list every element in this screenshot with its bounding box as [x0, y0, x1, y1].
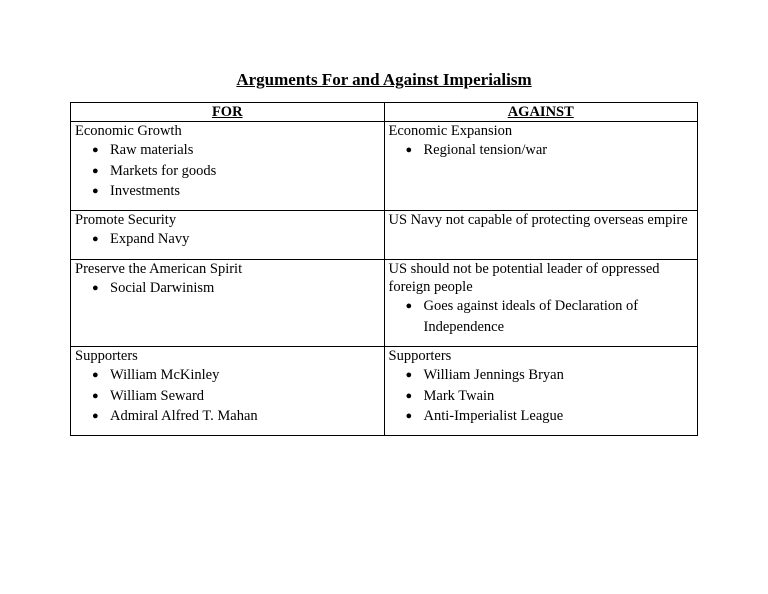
- list-item: ● Markets for goods: [92, 161, 380, 182]
- list-item: ● William Jennings Bryan: [406, 365, 694, 386]
- cell-heading: US Navy not capable of protecting overseas empire: [388, 212, 688, 228]
- list-item: ● Admiral Alfred T. Mahan: [92, 406, 380, 427]
- bullet-list: [389, 365, 694, 427]
- list-item: ● Investments: [92, 181, 380, 202]
- for-cell-security: [71, 211, 385, 260]
- list-item: ● Anti-Imperialist League: [406, 406, 694, 427]
- list-item: ● Social Darwinism: [92, 278, 380, 299]
- list-item: ● William McKinley: [92, 365, 380, 386]
- bullet-list: [75, 365, 380, 427]
- list-item: ● Goes against ideals of Declaration of Independence: [406, 296, 694, 337]
- for-cell-supporters: [71, 347, 385, 436]
- bullet-list: [389, 140, 694, 161]
- bullet-list: [75, 140, 380, 202]
- column-header-against: AGAINST: [384, 103, 698, 122]
- list-item: ● William Seward: [92, 386, 380, 407]
- table-row: [71, 347, 698, 436]
- for-cell-spirit: [71, 260, 385, 347]
- table-row: [71, 122, 698, 211]
- cell-heading: US should not be potential leader of oppressed foreign people: [388, 261, 660, 295]
- against-cell-economic: [384, 122, 698, 211]
- cell-heading: Supporters: [388, 348, 452, 364]
- cell-heading: Preserve the American Spirit: [75, 261, 243, 277]
- list-item: ● Expand Navy: [92, 229, 380, 250]
- cell-heading: Promote Security: [75, 212, 177, 228]
- table-row: [71, 260, 698, 347]
- against-cell-security: [384, 211, 698, 260]
- against-cell-supporters: [384, 347, 698, 436]
- table-header-row: [71, 103, 698, 122]
- table-row: [71, 211, 698, 260]
- list-item: ● Regional tension/war: [406, 140, 694, 161]
- bullet-list: [75, 278, 380, 299]
- cell-heading: Supporters: [75, 348, 138, 364]
- arguments-table: [70, 102, 698, 436]
- column-header-for: FOR: [71, 103, 385, 122]
- page-title: Arguments For and Against Imperialism: [236, 70, 532, 89]
- bullet-list: [75, 229, 380, 250]
- cell-heading: Economic Growth: [75, 123, 182, 139]
- bullet-list: [389, 296, 694, 337]
- list-item: ● Raw materials: [92, 140, 380, 161]
- against-cell-spirit: [384, 260, 698, 347]
- cell-heading: Economic Expansion: [388, 123, 513, 139]
- list-item: ● Mark Twain: [406, 386, 694, 407]
- for-cell-economic: [71, 122, 385, 211]
